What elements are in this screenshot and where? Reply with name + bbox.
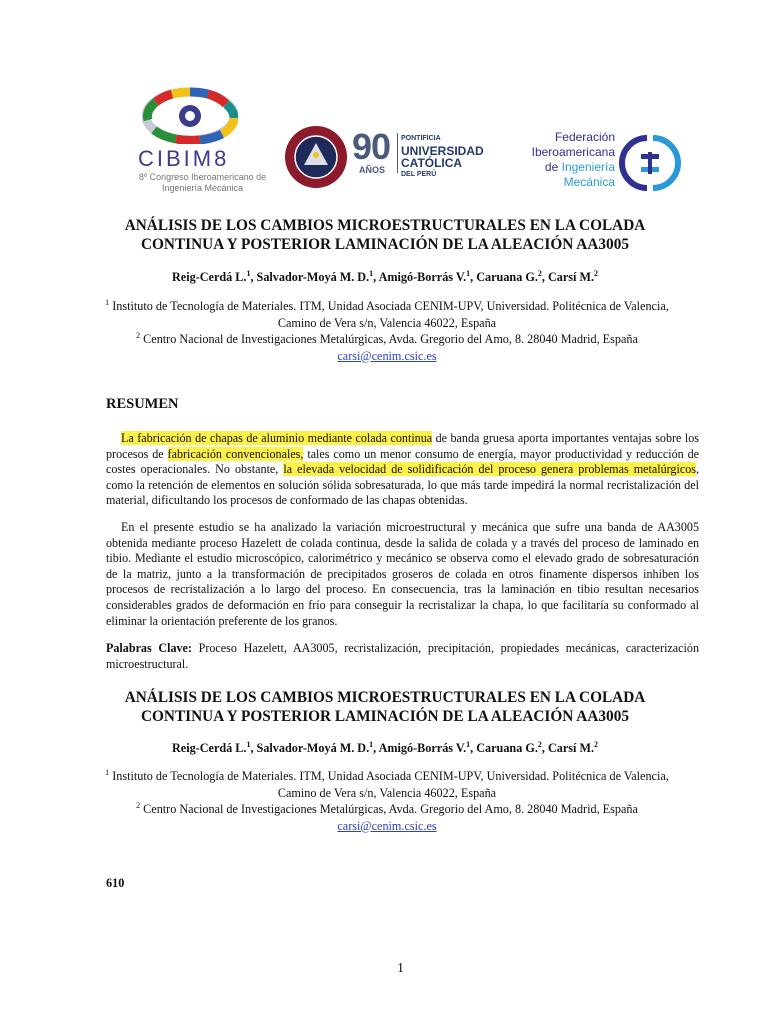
federacion-mark-icon <box>619 132 681 194</box>
author-affiliation-mark: 1 <box>466 268 471 278</box>
affiliation-1-address: Camino de Vera s/n, Valencia 46022, España <box>277 785 497 800</box>
author-name: , Caruana G. <box>470 741 538 755</box>
author-name: , Caruana G. <box>470 270 538 284</box>
email-link[interactable]: carsi@cenim.csic.es <box>337 348 437 363</box>
affiliation-mark: 1 <box>105 297 110 307</box>
title-line-1: ANÁLISIS DE LOS CAMBIOS MICROESTRUCTURALES EN LA COLADA <box>124 217 646 234</box>
pucp-name <box>401 133 484 181</box>
affiliations <box>104 298 670 364</box>
fed-line5: Mecánica <box>563 175 615 189</box>
highlighted-text: La fabricación de chapas de aluminio mediante colada continua <box>121 431 433 445</box>
fed-line2: Iberoamericana <box>531 145 615 159</box>
pucp-line3: CATÓLICA <box>401 156 463 170</box>
keywords-text: Proceso Hazelett, AA3005, recristalización, precipitación, propiedades mecánicas, caracterización microestructural. <box>106 641 699 671</box>
pucp-line4: DEL PERÚ <box>401 171 437 178</box>
pucp-line1: PONTIFICIA <box>401 135 441 142</box>
abstract-paragraph-2: En el presente estudio se ha analizado la variación microestructural y mecánica que sufre una banda de AA3005 obtenida mediante proceso Hazelett de colada continua, desde la salida de colada y a través del proceso de laminado en tibio. Mediante el estudio microscópico, calorimétrico y mecánico se observa como el elevado grado de sobresaturación de la matriz, junto a la transformación de precipitados groseros de colada en otros finamente dispersos inhiben los procesos de recristalización a lo largo del proceso. En consecuencia, tras la laminación en tibio resultan necesarios considerables grados de deformación en frío para conseguir la recristalizar la chapa, lo que facilitaría su conformado al eliminar la orientación preferente de los granos. <box>106 520 699 628</box>
pucp-logo <box>284 125 484 191</box>
page-number-left: 610 <box>106 876 125 890</box>
author-list-repeat <box>100 741 670 756</box>
cibim-subtitle: 8º Congreso Iberoamericano de Ingeniería Mecánica <box>138 172 267 193</box>
keywords-label: Palabras Clave: <box>106 641 192 655</box>
author-name: , Carsí M. <box>541 270 594 284</box>
flags-ring-icon <box>142 86 238 144</box>
author-affiliation-mark: 1 <box>466 739 471 749</box>
affiliation-1: Instituto de Tecnología de Materiales. ITM, Unidad Asociada CENIM-UPV, Universidad. Politécnica de Valencia, <box>109 299 669 313</box>
affiliation-mark: 2 <box>136 330 141 340</box>
affiliation-2: Centro Nacional de Investigaciones Metalúrgicas, Avda. Gregorio del Amo, 8. 28040 Madrid, España <box>140 802 638 816</box>
fed-line3: de <box>544 160 559 174</box>
author-affiliation-mark: 1 <box>369 739 374 749</box>
cibim-wordmark: CIBIM8 <box>138 146 230 171</box>
email-link[interactable]: carsi@cenim.csic.es <box>337 818 437 833</box>
fed-line4: Ingeniería <box>561 160 615 174</box>
author-name: Reig-Cerdá L. <box>171 741 247 755</box>
author-name: , Amigó-Borrás V. <box>373 741 467 755</box>
author-affiliation-mark: 2 <box>594 268 598 278</box>
pucp-anos: AÑOS <box>359 165 386 175</box>
body-text: , como la retención de elementos en solución sólida sobresaturada, lo que más tarde impedirá la normal recristalización del material, dificultando los procesos de conformado de las chapas obtenidas. <box>106 462 699 508</box>
title-line-1: ANÁLISIS DE LOS CAMBIOS MICROESTRUCTURALES EN LA COLADA <box>124 689 646 706</box>
author-affiliation-mark: 1 <box>246 268 251 278</box>
author-name: , Carsí M. <box>541 741 594 755</box>
page-number: 1 <box>397 961 404 976</box>
abstract-paragraph-1 <box>106 431 699 509</box>
author-affiliation-mark: 2 <box>594 739 598 749</box>
affiliation-mark: 1 <box>105 767 110 777</box>
keywords <box>106 641 699 672</box>
author-name: , Salvador-Moyá M. D. <box>250 741 370 755</box>
author-affiliation-mark: 1 <box>369 268 374 278</box>
highlighted-text: fabricación convencionales, <box>167 446 304 461</box>
paper-title <box>100 216 670 254</box>
pucp-divider <box>397 133 398 173</box>
paper-title-repeat <box>100 688 670 726</box>
affiliation-1: Instituto de Tecnología de Materiales. ITM, Unidad Asociada CENIM-UPV, Universidad. Politécnica de Valencia, <box>109 769 669 783</box>
federacion-logo <box>505 130 695 196</box>
body-text: de banda gruesa aporta importantes ventajas sobre los procesos de <box>106 431 699 461</box>
affiliations-repeat <box>104 768 670 834</box>
affiliation-2: Centro Nacional de Investigaciones Metalúrgicas, Avda. Gregorio del Amo, 8. 28040 Madrid, España <box>140 332 638 346</box>
fed-line1: Federación <box>554 130 615 144</box>
title-line-2: CONTINUA Y POSTERIOR LAMINACIÓN DE LA ALEACIÓN AA3005 <box>140 708 629 725</box>
pucp-line2: UNIVERSIDAD <box>401 144 484 158</box>
pucp-ninety: 90 <box>352 126 391 167</box>
affiliation-1-address: Camino de Vera s/n, Valencia 46022, España <box>277 315 497 330</box>
affiliation-mark: 2 <box>136 800 141 810</box>
author-affiliation-mark: 1 <box>246 739 251 749</box>
author-name: , Salvador-Moyá M. D. <box>250 270 370 284</box>
cibim8-logo <box>130 84 270 196</box>
author-name: , Amigó-Borrás V. <box>373 270 467 284</box>
federacion-name <box>505 130 615 190</box>
author-affiliation-mark: 2 <box>537 268 542 278</box>
university-seal-icon <box>284 125 348 189</box>
body-text: tales como un menor consumo de energía, mayor productividad y reducción de costes operacionales. No obstante, <box>106 446 700 477</box>
author-list <box>100 270 670 285</box>
author-name: Reig-Cerdá L. <box>171 270 247 284</box>
title-line-2: CONTINUA Y POSTERIOR LAMINACIÓN DE LA ALEACIÓN AA3005 <box>140 236 629 253</box>
author-affiliation-mark: 2 <box>537 739 542 749</box>
highlighted-text: la elevada velocidad de solidificación del proceso genera problemas metalúrgicos <box>283 462 696 477</box>
section-heading: RESUMEN <box>106 396 179 412</box>
